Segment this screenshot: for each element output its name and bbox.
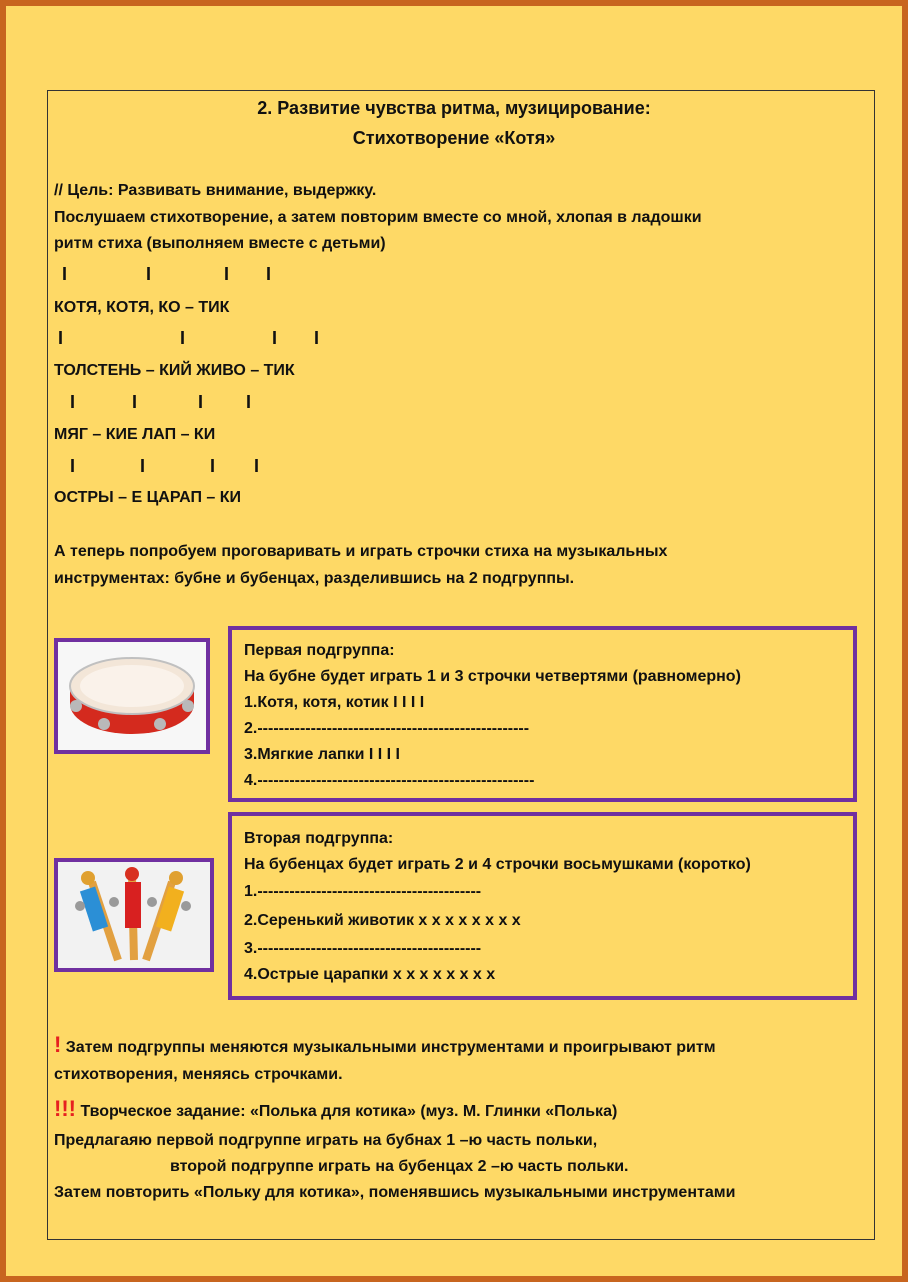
document-page — [6, 6, 902, 1276]
outro-line-5: второй подгруппе играть на бубенцах 2 –ю часть польки. — [170, 1158, 629, 1175]
group-1-line-2: 2.--------------------------------------------------- — [244, 720, 530, 737]
group-1-box — [228, 626, 857, 802]
tick: I — [266, 264, 272, 284]
group-1-line-1: 1.Котя, котя, котик I I I I — [244, 694, 425, 711]
rhythm-ticks-row-3 — [54, 392, 454, 416]
group-2-heading: Вторая подгруппа: — [244, 830, 394, 847]
triple-exclamation-mark: !!! — [54, 1096, 76, 1121]
outro-line-2: стихотворения, меняясь строчками. — [54, 1066, 343, 1083]
poem-line-4: ОСТРЫ – Е ЦАРАП – КИ — [54, 489, 242, 506]
jingle-bells-icon — [58, 862, 210, 968]
group-2-line-3: 3.------------------------------------------ — [244, 940, 482, 957]
tick: I — [58, 328, 64, 348]
group-1-line-4: 4.---------------------------------------------------- — [244, 772, 535, 789]
poem-title: Стихотворение «Котя» — [352, 128, 556, 148]
tick: I — [140, 456, 146, 476]
section-title: 2. Развитие чувства ритма, музицирование: — [257, 98, 651, 118]
goal-text: // Цель: Развивать внимание, выдержку. — [54, 182, 377, 199]
tick: I — [254, 456, 260, 476]
tick: I — [70, 392, 76, 412]
exclamation-mark: ! — [54, 1032, 62, 1057]
tick: I — [210, 456, 216, 476]
group-2-box — [228, 812, 857, 1000]
group-1-line-3: 3.Мягкие лапки I I I I — [244, 746, 400, 763]
instruments-line-1: А теперь попробуем проговаривать и играть строчки стиха на музыкальных — [54, 543, 668, 560]
rhythm-ticks-row-2 — [54, 328, 454, 352]
creative-task-text: Творческое задание: «Полька для котика» (муз. М. Глинки «Полька) — [80, 1103, 618, 1120]
tick: I — [146, 264, 152, 284]
tick: I — [180, 328, 186, 348]
group-2-line-4: 4.Острые царапки x x x x x x x x — [244, 966, 496, 983]
jingle-bells-image — [54, 858, 214, 972]
tick: I — [246, 392, 252, 412]
tick: I — [62, 264, 68, 284]
intro-line-1: Послушаем стихотворение, а затем повторим вместе со мной, хлопая в ладошки — [54, 209, 702, 226]
tick: I — [224, 264, 230, 284]
tambourine-icon — [58, 642, 206, 750]
intro-line-2: ритм стиха (выполняем вместе с детьми) — [54, 235, 386, 252]
group-2-line-2: 2.Серенький животик x x x x x x x x — [244, 912, 521, 929]
group-2-description: На бубенцах будет играть 2 и 4 строчки восьмушками (коротко) — [244, 856, 751, 873]
tick: I — [198, 392, 204, 412]
instruments-line-2: инструментах: бубне и бубенцах, разделившись на 2 подгруппы. — [54, 570, 575, 587]
tambourine-image — [54, 638, 210, 754]
rhythm-ticks-row-4 — [54, 456, 454, 480]
tick: I — [314, 328, 320, 348]
outro-line-1 — [54, 1032, 716, 1058]
poem-line-2: ТОЛСТЕНЬ – КИЙ ЖИВО – ТИК — [54, 362, 295, 379]
outro-text-1: Затем подгруппы меняются музыкальными инструментами и проигрывают ритм — [65, 1039, 716, 1056]
outro-line-3 — [54, 1096, 617, 1122]
tick: I — [70, 456, 76, 476]
poem-line-1: КОТЯ, КОТЯ, КО – ТИК — [54, 299, 230, 316]
rhythm-ticks-row-1 — [54, 264, 454, 288]
group-2-line-1: 1.------------------------------------------ — [244, 883, 482, 900]
group-1-heading: Первая подгруппа: — [244, 642, 395, 659]
group-1-description: На бубне будет играть 1 и 3 строчки четвертями (равномерно) — [244, 668, 741, 685]
outro-line-6: Затем повторить «Польку для котика», поменявшись музыкальными инструментами — [54, 1184, 736, 1201]
tick: I — [132, 392, 138, 412]
outro-line-4: Предлагаяю первой подгруппе играть на бубнах 1 –ю часть польки, — [54, 1132, 598, 1149]
poem-line-3: МЯГ – КИЕ ЛАП – КИ — [54, 426, 216, 443]
tick: I — [272, 328, 278, 348]
